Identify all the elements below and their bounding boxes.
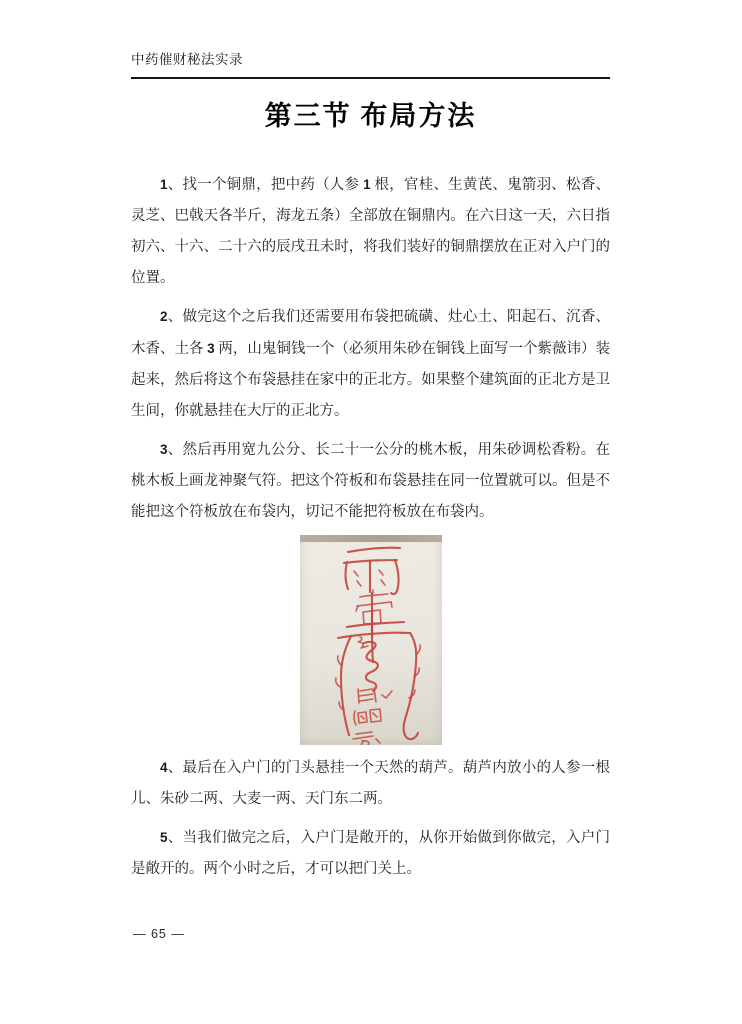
paragraph-4-text: 、最后在入户门的门头悬挂一个天然的葫芦。葫芦内放小的人参一根儿、朱砂二两、大麦一两、天门东二两。 [131, 760, 610, 807]
paragraph-5 [131, 822, 610, 885]
paragraph-5-text: 、当我们做完之后，入户门是敞开的，从你开始做到你做完，入户门是敞开的。两个小时之后，才可以把门关上。 [131, 830, 610, 877]
paragraph-2 [131, 301, 610, 427]
header-rule [131, 77, 610, 79]
paragraph-3 [131, 434, 610, 528]
paragraph-2-text-cont: 两，山鬼铜钱一个（必须用朱砂在铜钱上面写一个紫薇讳）装起来，然后将这个布袋悬挂在家中的正北方。如果整个建筑面的正北方是卫生间，你就悬挂在大厅的正北方。 [131, 341, 611, 419]
paragraph-2-inline-number: 3 [207, 341, 215, 356]
paragraph-1-text: 、找一个铜鼎，把中药（人参 [167, 177, 364, 193]
paragraph-2-number: 2 [160, 309, 168, 324]
paragraph-1 [131, 169, 610, 294]
paragraph-3-text: 、然后再用宽九公分、长二十一公分的桃木板，用朱砂调松香粉。在桃木板上画龙神聚气符。把这个符板和布袋悬挂在同一位置就可以。但是不能把这个符板放在布袋内，切记不能把符板放在布袋内。 [131, 442, 610, 520]
running-head: 中药催财秘法实录 [131, 52, 243, 67]
section-title: 第三节 布局方法 [264, 101, 477, 131]
paragraph-4 [131, 752, 610, 815]
talisman-photo [300, 535, 442, 745]
paragraph-1-text-cont: 根，官桂、生黄芪、鬼箭羽、松香、灵芝、巴戟天各半斤，海龙五条）全部放在铜鼎内。在六日这一天，六日指初六、十六、二十六的辰戌丑未时，将我们装好的铜鼎摆放在正对入户门的位置。 [131, 177, 611, 286]
paragraph-2-text: 、做完这个之后我们还需要用布袋把硫磺、灶心土、阳起石、沉香、木香、土各 [131, 309, 610, 357]
paragraph-5-number: 5 [160, 830, 168, 845]
page-content [131, 97, 610, 892]
paragraph-4-number: 4 [160, 760, 168, 775]
paragraph-3-number: 3 [160, 442, 168, 457]
page-number: — 65 — [133, 927, 185, 941]
talisman-drawing [300, 535, 442, 745]
paragraph-1-inline-number: 1 [363, 177, 371, 192]
paragraph-1-number: 1 [160, 177, 168, 192]
